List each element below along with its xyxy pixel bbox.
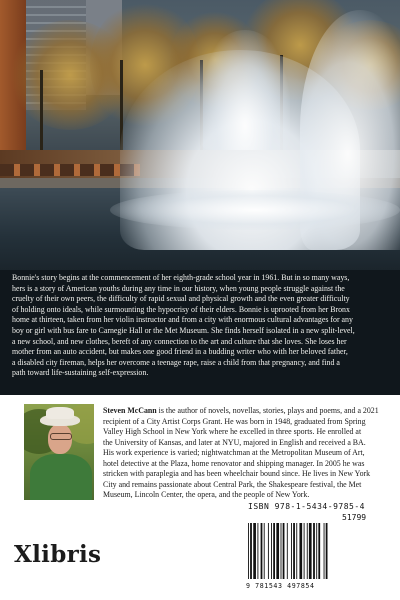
bio-line: the University of Kansas, and later at NYU, majored in English and received a BA. [103,437,366,447]
tree-trunk [40,70,43,160]
synopsis-line: cruelty of their own peers, the difficulty of rapid sexual and physical growth and the even greater difficulty [12,294,350,304]
plaza-benches [0,164,140,176]
barcode-digits: 9 781543 497854 [246,582,315,590]
author-shirt [30,454,92,500]
barcode-bars [246,523,386,581]
price-code: 51799 [342,513,367,522]
synopsis-line: home at thirteen, taken from her violin instructor and from a city with enormous cultural advantages for any [12,315,353,325]
author-hat-crown [46,407,74,419]
author-bio [103,406,393,501]
synopsis-line: a disabled city fireman, helps her overcome a teenage rape, raise a child from that pregnancy, and find a [12,357,340,367]
author-photo [24,404,94,500]
bio-line: Museum, Lincoln Center, the opera, and the people of New York. [103,490,310,499]
author-name: Steven McCann [103,406,157,415]
fountain-splash [110,190,400,230]
synopsis-line: boy or girl with bus fare to Carnegie Hall or the Met Museum. She finds herself isolated in a new split-level, [12,325,355,335]
back-cover-lower [0,395,400,600]
synopsis-text [12,273,388,379]
author-glasses [50,433,72,440]
cover-photo-fountain [0,0,400,270]
synopsis-line: hers is a story of American youths during any time in our history, when young people struggle against the [12,283,345,293]
bio-line [103,406,393,417]
bio-first-line: is the author of novels, novellas, stories, plays and poems, and a 2021 [156,406,379,415]
synopsis-line: Bonnie's story begins at the commencement of her eighth-grade school year in 1961. But in so many ways, [12,273,350,282]
fountain-spray [200,30,290,150]
isbn-barcode [246,502,386,594]
publisher-logo: Xlibris [14,541,102,568]
bio-line: Valley High School in New York where he excelled in three sports. He enrolled at [103,427,362,436]
bio-line: City and remains passionate about Central Park, the Shakespeare festival, the Met [103,479,362,489]
synopsis-band [0,270,400,395]
bio-line: stricken with paraplegia and has been wheelchair bound since. He lives in New York [103,469,371,478]
bio-line: hotel detective at the Plaza, home renovator and shipping manager. In 2005 he was [103,458,365,468]
synopsis-line: path toward life-sustaining self-expression. [12,368,149,378]
synopsis-line: of holding onto ideals, while surmounting the hypocrisy of their elders. Bonnie is uprooted from her Bronx [12,304,350,314]
bio-line: His work experience is varied; nightwatchman at the Metropolitan Museum of Art, [103,448,365,457]
synopsis-line: mother from an auto accident, but makes one good friend in a budding writer who with her beloved father, [12,347,348,357]
synopsis-line: a new school, and new clothes, bereft of any connection to the art and culture that she loves. She loses her [12,336,347,346]
bio-line: recipient of a City Artist Corps Grant. He was born in 1948, graduated from Spring [103,416,366,426]
isbn-text: ISBN 978-1-5434-9785-4 [248,502,365,511]
